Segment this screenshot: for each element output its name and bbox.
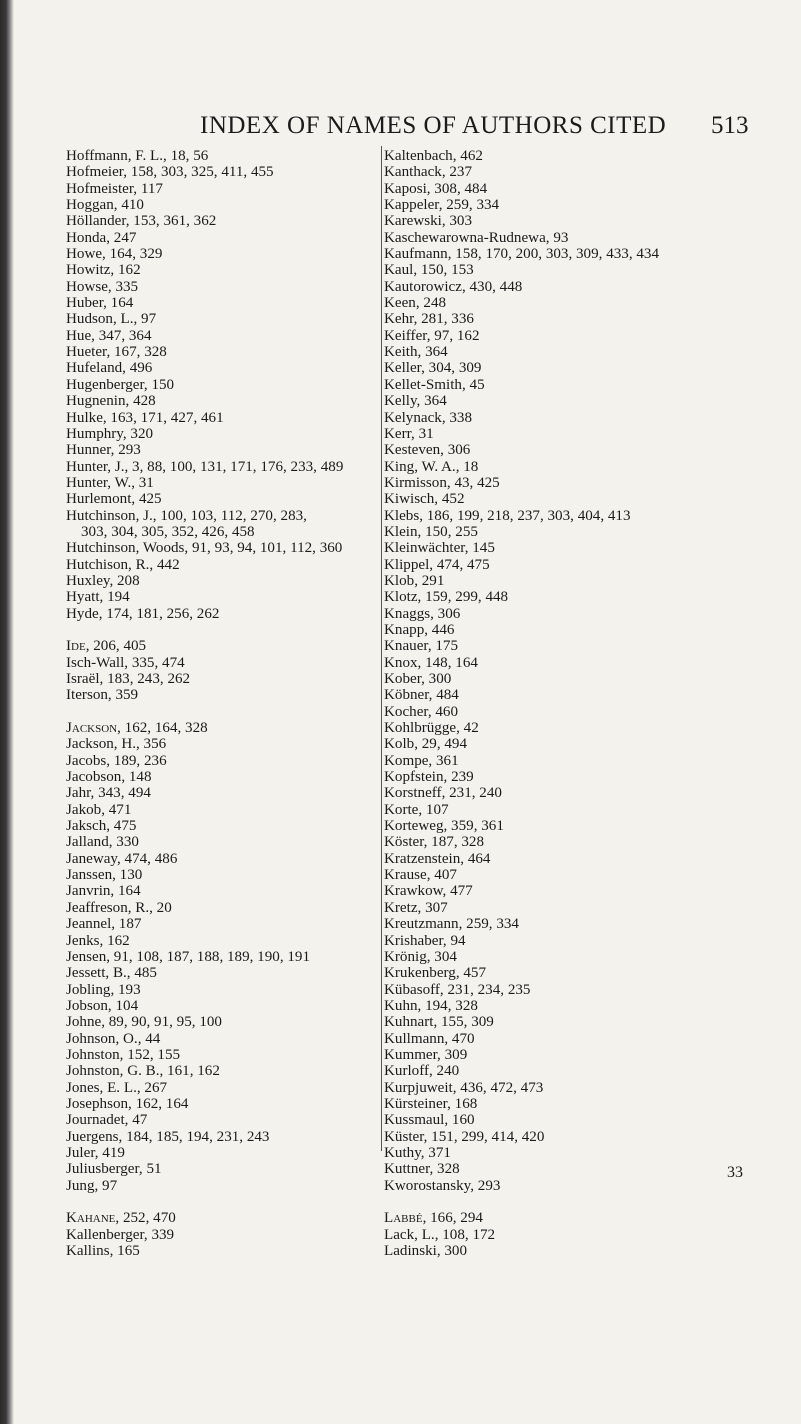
index-entry: Hofmeier, 158, 303, 325, 411, 455 — [66, 164, 274, 181]
index-entry: Kopfstein, 239 — [384, 769, 474, 786]
index-entry: Krause, 407 — [384, 867, 457, 884]
section-gap — [384, 1194, 794, 1210]
index-entry: Josephson, 162, 164 — [66, 1095, 189, 1112]
index-entry: Krönig, 304 — [384, 948, 457, 965]
index-entry: Knox, 148, 164 — [384, 654, 478, 671]
index-entry: Ide, 206, 405 — [66, 638, 147, 655]
index-entry: Korte, 107 — [384, 801, 449, 818]
index-entry: Kratzenstein, 464 — [384, 850, 491, 867]
index-entry: Kworostansky, 293 — [384, 1177, 501, 1194]
index-entry: Kellet-Smith, 45 — [384, 376, 485, 393]
index-column-right — [384, 148, 794, 1259]
index-entry: Jaksch, 475 — [66, 818, 137, 835]
index-entry: Honda, 247 — [66, 229, 137, 246]
index-entry: Klob, 291 — [384, 572, 445, 589]
index-entry: Johnson, O., 44 — [66, 1030, 161, 1047]
index-entry: Hunter, W., 31 — [66, 474, 154, 491]
index-entry: Kallenberger, 339 — [66, 1226, 175, 1243]
index-entry: Jackson, 162, 164, 328 — [66, 720, 208, 737]
index-entry: Hoffmann, F. L., 18, 56 — [66, 148, 209, 164]
index-entry: Kussmaul, 160 — [384, 1112, 475, 1129]
index-entry: Hufeland, 496 — [66, 360, 153, 377]
index-entry: Kocher, 460 — [384, 703, 459, 720]
index-entry: Kummer, 309 — [384, 1046, 468, 1063]
index-entry: Klippel, 474, 475 — [384, 556, 490, 573]
index-entry: Ladinski, 300 — [384, 1243, 468, 1260]
index-entry: Kretz, 307 — [384, 899, 448, 916]
index-entry: Hunner, 293 — [66, 442, 141, 459]
index-entry: Kohlbrügge, 42 — [384, 720, 479, 737]
index-entry: Keen, 248 — [384, 295, 447, 312]
index-entry: Keller, 304, 309 — [384, 360, 482, 377]
index-entry: Hutchison, R., 442 — [66, 556, 180, 573]
index-entry: Kullmann, 470 — [384, 1030, 475, 1047]
index-entry: Jahr, 343, 494 — [66, 785, 151, 802]
index-entry: King, W. A., 18 — [384, 458, 479, 475]
index-entry: Kreutzmann, 259, 334 — [384, 916, 519, 933]
index-entry: Hoggan, 410 — [66, 197, 144, 214]
index-entry: Kober, 300 — [384, 671, 452, 687]
index-entry: Jenks, 162 — [66, 932, 130, 949]
index-entry: Kurloff, 240 — [384, 1063, 460, 1080]
index-entry: Hugenberger, 150 — [66, 376, 175, 393]
page-header — [0, 112, 801, 142]
index-entry: Jones, E. L., 267 — [66, 1079, 168, 1096]
index-entry: Kaul, 150, 153 — [384, 262, 474, 279]
index-entry: Kelynack, 338 — [384, 409, 473, 426]
index-entry: Hutchinson, J., 100, 103, 112, 270, 283, — [66, 507, 307, 524]
index-entry: Jeaffreson, R., 20 — [66, 899, 172, 916]
index-entry: Kleinwächter, 145 — [384, 540, 495, 557]
index-entry: Klotz, 159, 299, 448 — [384, 589, 509, 606]
index-entry: 303, 304, 305, 352, 426, 458 — [81, 523, 255, 540]
index-entry: Johnston, G. B., 161, 162 — [66, 1063, 220, 1080]
index-entry: Labbé, 166, 294 — [384, 1210, 483, 1227]
index-entry: Kuhn, 194, 328 — [384, 997, 478, 1014]
index-entry: Johne, 89, 90, 91, 95, 100 — [66, 1014, 222, 1031]
index-entry: Kappeler, 259, 334 — [384, 197, 500, 214]
index-entry: Höllander, 153, 361, 362 — [66, 213, 217, 230]
index-entry: Kaltenbach, 462 — [384, 148, 483, 164]
index-entry: Kautorowicz, 430, 448 — [384, 278, 523, 295]
index-column-left — [66, 148, 366, 1259]
index-entry: Jacobson, 148 — [66, 769, 152, 786]
section-gap — [66, 622, 366, 638]
index-entry: Isch-Wall, 335, 474 — [66, 654, 185, 671]
index-entry: Keith, 364 — [384, 344, 448, 361]
index-entry: Kaschewarowna-Rudnewa, 93 — [384, 229, 569, 246]
index-entry: Korteweg, 359, 361 — [384, 818, 504, 835]
index-entry: Janeway, 474, 486 — [66, 850, 178, 867]
index-entry: Hueter, 167, 328 — [66, 344, 167, 361]
index-entry: Hurlemont, 425 — [66, 491, 162, 508]
section-gap — [66, 704, 366, 720]
index-entry: Jalland, 330 — [66, 834, 139, 851]
page-number: 513 — [711, 112, 749, 139]
column-divider — [381, 146, 382, 1151]
index-entry: Korstneff, 231, 240 — [384, 785, 502, 802]
index-entry: Hyatt, 194 — [66, 589, 130, 606]
index-entry: Humphry, 320 — [66, 425, 154, 442]
index-entry: Kuttner, 328 — [384, 1161, 460, 1178]
index-entry: Kuthy, 371 — [384, 1144, 451, 1161]
index-entry: Jessett, B., 485 — [66, 965, 157, 982]
index-entry: Kolb, 29, 494 — [384, 736, 468, 753]
index-entry: Kelly, 364 — [384, 393, 447, 410]
signature-mark: 33 — [727, 1164, 743, 1181]
index-entry: Kanthack, 237 — [384, 164, 473, 181]
index-entry: Jobling, 193 — [66, 981, 141, 998]
index-entry: Janssen, 130 — [66, 867, 143, 884]
index-entry: Hudson, L., 97 — [66, 311, 157, 328]
index-entry: Iterson, 359 — [66, 687, 139, 704]
index-entry: Knaggs, 306 — [384, 605, 461, 622]
index-entry: Jackson, H., 356 — [66, 736, 167, 753]
index-entry: Jeannel, 187 — [66, 916, 142, 933]
index-entry: Knauer, 175 — [384, 638, 459, 655]
index-entry: Krawkow, 477 — [384, 883, 473, 900]
index-entry: Juler, 419 — [66, 1144, 125, 1161]
index-entry: Jobson, 104 — [66, 997, 139, 1014]
index-entry: Kiwisch, 452 — [384, 491, 465, 508]
index-entry: Jung, 97 — [66, 1177, 118, 1194]
index-entry: Howe, 164, 329 — [66, 246, 163, 263]
index-entry: Kesteven, 306 — [384, 442, 471, 459]
index-entry: Küster, 151, 299, 414, 420 — [384, 1128, 545, 1145]
index-entry: Jensen, 91, 108, 187, 188, 189, 190, 191 — [66, 948, 311, 965]
index-entry: Hyde, 174, 181, 256, 262 — [66, 605, 220, 622]
index-entry: Hunter, J., 3, 88, 100, 131, 171, 176, 233, 489 — [66, 458, 344, 475]
index-entry: Journadet, 47 — [66, 1112, 148, 1129]
index-entry: Kerr, 31 — [384, 425, 434, 442]
index-entry: Kahane, 252, 470 — [66, 1210, 176, 1227]
page-title: INDEX OF NAMES OF AUTHORS CITED — [200, 112, 667, 139]
index-entry: Klein, 150, 255 — [384, 523, 478, 540]
index-entry: Johnston, 152, 155 — [66, 1046, 181, 1063]
index-entry: Köster, 187, 328 — [384, 834, 485, 851]
index-entry: Hutchinson, Woods, 91, 93, 94, 101, 112, 360 — [66, 540, 343, 557]
index-entry: Knapp, 446 — [384, 621, 455, 638]
section-gap — [66, 1194, 366, 1210]
index-entry: Kürsteiner, 168 — [384, 1095, 478, 1112]
index-entry: Karewski, 303 — [384, 213, 473, 230]
index-entry: Huber, 164 — [66, 295, 134, 312]
index-entry: Kuhnart, 155, 309 — [384, 1014, 494, 1031]
index-entry: Jakob, 471 — [66, 801, 132, 818]
index-entry: Kurpjuweit, 436, 472, 473 — [384, 1079, 544, 1096]
index-entry: Keiffer, 97, 162 — [384, 327, 480, 344]
index-entry: Kompe, 361 — [384, 752, 459, 769]
index-entry: Kaposi, 308, 484 — [384, 180, 488, 197]
index-entry: Janvrin, 164 — [66, 883, 141, 900]
index-entry: Köbner, 484 — [384, 687, 459, 704]
index-entry: Juliusberger, 51 — [66, 1161, 162, 1178]
index-entry: Hulke, 163, 171, 427, 461 — [66, 409, 224, 426]
index-entry: Howse, 335 — [66, 278, 139, 295]
index-entry: Krukenberg, 457 — [384, 965, 487, 982]
index-entry: Klebs, 186, 199, 218, 237, 303, 404, 413 — [384, 507, 631, 524]
index-entry: Hofmeister, 117 — [66, 180, 163, 197]
index-entry: Hugnenin, 428 — [66, 393, 156, 410]
index-entry: Kirmisson, 43, 425 — [384, 474, 500, 491]
index-entry: Howitz, 162 — [66, 262, 141, 279]
index-entry: Juergens, 184, 185, 194, 231, 243 — [66, 1128, 270, 1145]
index-entry: Kübasoff, 231, 234, 235 — [384, 981, 531, 998]
index-entry: Kehr, 281, 336 — [384, 311, 474, 328]
index-entry: Lack, L., 108, 172 — [384, 1226, 496, 1243]
index-entry: Kaufmann, 158, 170, 200, 303, 309, 433, 434 — [384, 246, 660, 263]
index-entry: Hue, 347, 364 — [66, 327, 152, 344]
index-entry: Israël, 183, 243, 262 — [66, 671, 191, 687]
index-entry: Kallins, 165 — [66, 1243, 140, 1260]
index-entry: Huxley, 208 — [66, 572, 140, 589]
index-entry: Jacobs, 189, 236 — [66, 752, 167, 769]
index-entry: Krishaber, 94 — [384, 932, 466, 949]
book-binding-edge — [0, 0, 14, 1424]
